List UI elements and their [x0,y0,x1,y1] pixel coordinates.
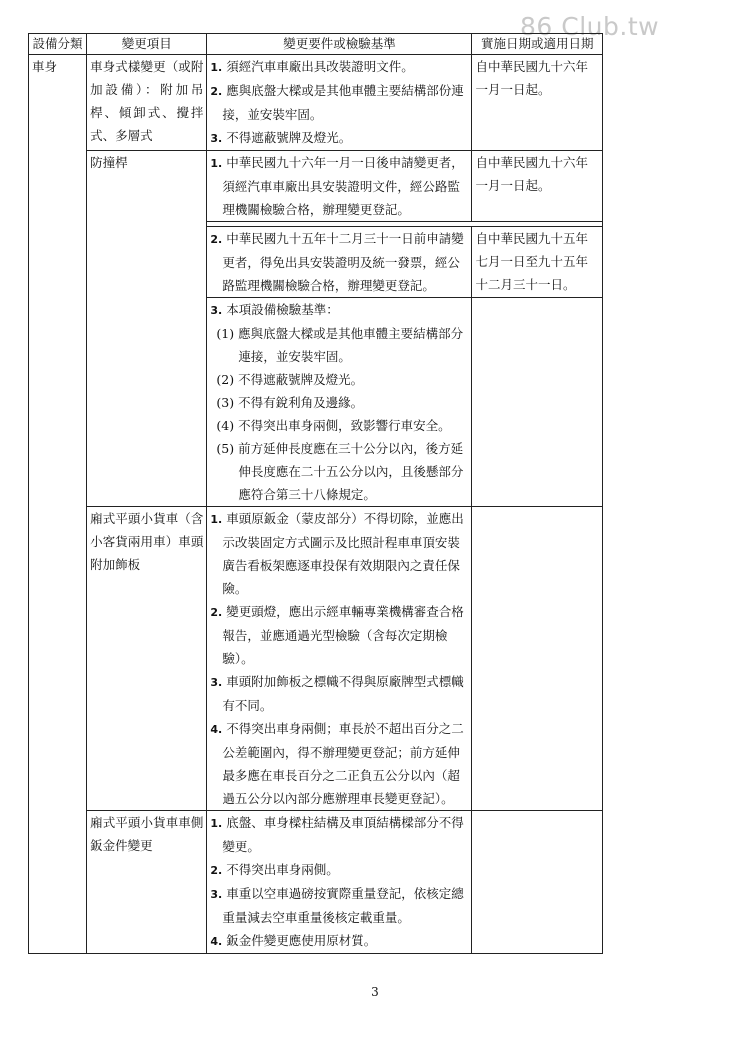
item-cell: 車身式樣變更（或附加設備）：附加吊桿、傾卸式、攪拌式、多層式 [87,55,207,151]
list-item: 4. 鈑金件變更應使用原材質。 [210,933,377,948]
date-cell: 自中華民國九十六年一月一日起。 [472,151,603,222]
date-cell [472,507,603,811]
list-item: 3. 不得遮蔽號牌及燈光。 [210,130,352,145]
table-row [29,811,603,954]
list-item: 1. 底盤、車身樑柱結構及車頂結構樑部分不得變更。 [210,815,464,854]
list-subitem: (5) 前方延伸長度應在三十公分以內，後方延伸長度應在二十五公分以內，且後懸部分應符合第三十八條規定。 [216,441,464,502]
category-cell-cont [29,507,87,954]
list-subitem: (4) 不得突出車身兩側，致影響行車安全。 [216,418,451,433]
requirements-cell [207,507,472,811]
item-cell: 防撞桿 [87,151,207,222]
date-cell: 自中華民國九十五年七月一日至九十五年十二月三十一日。 [472,227,603,298]
list-item: 2. 中華民國九十五年十二月三十一日前申請變更者，得免出具安裝證明及統一發票，經公路監理機關檢驗合格，辦理變更登記。 [210,231,464,293]
list-item: 3. 車重以空車過磅按實際重量登記，依核定總重量減去空車重量後核定載重量。 [210,886,464,925]
list-item: 4. 不得突出車身兩側；車長於不超出百分之二公差範圍內，得不辦理變更登記；前方延伸最多應在車長百分之二正負五公分以內（超過五公分以內部分應辦理車長變更登記）。 [210,721,464,806]
list-item: 2. 變更頭燈，應出示經車輛專業機構審查合格報告，並應通過光型檢驗（含每次定期檢驗）。 [210,604,464,666]
category-cell: 車身 [29,55,87,222]
list-item: 1. 車頭原鈑金（蒙皮部分）不得切除，並應出示改裝固定方式圖示及比照計程車車頂安裝廣告看板架應逐車投保有效期限內之責任保險。 [210,511,464,596]
requirements-cell [207,55,472,151]
list-item: 1. 中華民國九十六年一月一日後申請變更者，須經汽車車廠出具安裝證明文件，經公路監理機關檢驗合格，辦理變更登記。 [210,155,464,217]
list-subitem: (1) 應與底盤大樑或是其他車體主要結構部分連接，並安裝牢固。 [216,326,464,364]
list-heading: 3. 本項設備檢驗基準： [210,302,339,317]
item-cell-cont [87,227,207,507]
table-row [29,507,603,811]
requirements-cell [207,811,472,954]
date-cell [472,811,603,954]
watermark: 86 Club.tw [520,12,660,41]
requirements-cell [207,298,472,507]
item-cell: 廂式平頭小貨車（含小客貨兩用車）車頭附加飾板 [87,507,207,811]
table-row [29,151,603,222]
list-item: 1. 須經汽車車廠出具改裝證明文件。 [210,59,414,74]
requirements-cell [207,227,472,298]
header-date: 實施日期或適用日期 [472,34,603,55]
item-cell: 廂式平頭小貨車車側鈑金件變更 [87,811,207,954]
list-item: 3. 車頭附加飾板之標幟不得與原廠牌型式標幟有不同。 [210,674,464,713]
table-row [29,227,603,298]
table-header-row [29,34,603,55]
category-cell-cont [29,227,87,507]
header-item: 變更項目 [87,34,207,55]
list-subitem: (3) 不得有銳利角及邊緣。 [216,395,364,410]
header-requirements: 變更要件或檢驗基準 [207,34,472,55]
list-subitem: (2) 不得遮蔽號牌及燈光。 [216,372,364,387]
date-cell: 自中華民國九十六年一月一日起。 [472,55,603,151]
page-number: 3 [371,985,379,999]
list-item: 2. 應與底盤大樑或是其他車體主要結構部份連接，並安裝牢固。 [210,83,464,122]
regulation-table [28,33,603,954]
list-item: 2. 不得突出車身兩側。 [210,862,339,877]
date-cell [472,298,603,507]
table-row [29,55,603,151]
requirements-cell [207,151,472,222]
header-category: 設備分類 [29,34,87,55]
